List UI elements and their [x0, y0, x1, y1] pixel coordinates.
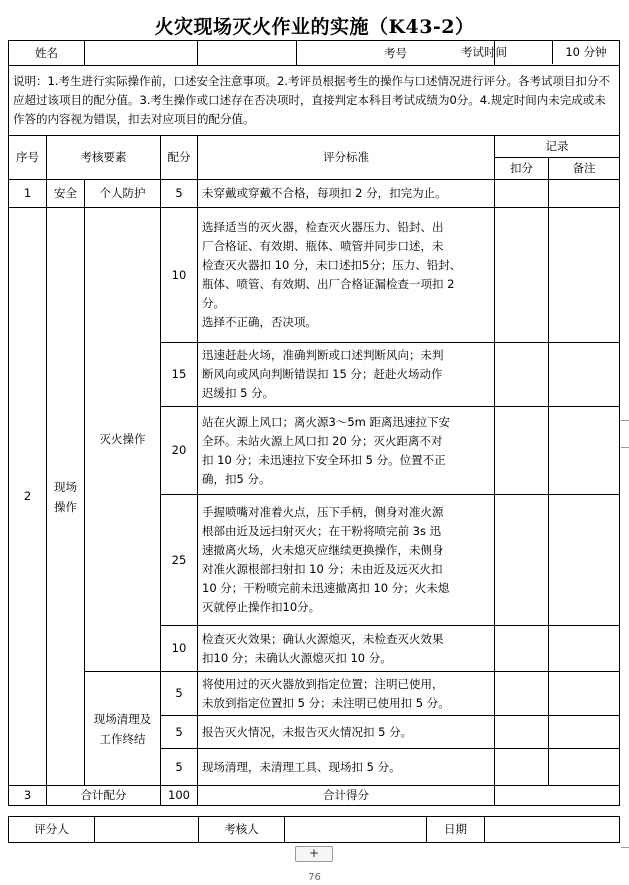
deduct-cell[interactable]: [495, 626, 549, 672]
row-criteria: [198, 672, 495, 716]
total-earned-value[interactable]: [495, 786, 620, 806]
criteria-line: 对准火源根部扫射扣 10 分；未由近及远灭火扣: [202, 562, 443, 576]
remark-cell[interactable]: [549, 672, 620, 716]
deduct-cell[interactable]: [495, 495, 549, 626]
row-score: 5: [161, 180, 198, 208]
remark-cell[interactable]: [549, 407, 620, 495]
scroll-marker-icon: [621, 420, 629, 421]
deduct-cell[interactable]: [495, 180, 549, 208]
remark-cell[interactable]: [549, 495, 620, 626]
row-seq: 3: [9, 786, 47, 806]
name-value[interactable]: [85, 41, 198, 66]
grader-field[interactable]: [95, 817, 199, 843]
deduct-cell[interactable]: [495, 208, 549, 343]
col-record: 记录: [495, 136, 620, 158]
row-criteria: [198, 407, 495, 495]
total-score-label: 合计配分: [47, 786, 161, 806]
exam-time-value: 10 分钟: [565, 45, 607, 59]
total-row: [9, 786, 620, 806]
row-score: 15: [161, 343, 198, 407]
criteria-line: 断风向或风向判断错误扣 15 分；赶赴火场动作: [202, 367, 443, 381]
row-criteria: [198, 208, 495, 343]
row-score: 5: [161, 749, 198, 786]
remark-cell[interactable]: [549, 626, 620, 672]
add-row-button[interactable]: +: [295, 846, 333, 862]
criteria-line: 选择适当的灭火器，检查灭火器压力、铅封、出: [202, 220, 444, 234]
row-score: 5: [161, 716, 198, 749]
col-criteria: 评分标准: [198, 136, 495, 180]
column-header-row: [9, 136, 620, 158]
element-text: 现场清理及工作终结: [93, 711, 152, 746]
row-score: 10: [161, 208, 198, 343]
scroll-marker-icon: [621, 447, 629, 448]
deduct-cell[interactable]: [495, 749, 549, 786]
criteria-line: 速撤离火场，火未熄灭应继续更换操作，未侧身: [202, 543, 444, 557]
criteria-line: 扣10 分；未确认火源熄灭扣 10 分。: [202, 650, 392, 665]
scroll-marker-icon: [621, 847, 629, 848]
row-score: 20: [161, 407, 198, 495]
total-earned-label: 合计得分: [198, 786, 495, 806]
page-number: 76: [308, 872, 321, 883]
row-seq: 1: [9, 180, 47, 208]
scoring-table: [8, 40, 620, 806]
remark-cell[interactable]: [549, 208, 620, 343]
criteria-line: 选择不正确，否决项。: [202, 315, 317, 329]
row-criteria: [198, 749, 495, 786]
reviewer-label: 考核人: [199, 817, 285, 843]
criteria-line: 全环。未站火源上风口扣 20 分；灭火距离不对: [202, 433, 443, 448]
row-criteria: [198, 343, 495, 407]
criteria-line: 10 分；干粉喷完前未迅速撤离扣 10 分；火未熄: [202, 581, 450, 595]
row-criteria: 未穿戴或穿戴不合格，每项扣 2 分，扣完为止。: [198, 180, 495, 208]
row-element: [85, 672, 161, 786]
table-row: [9, 672, 620, 716]
category-text: 现场操作: [54, 479, 77, 514]
table-row: [9, 180, 620, 208]
row-score: 5: [161, 672, 198, 716]
criteria-line: 检查灭火器扣 10 分，未口述扣5分；压力、铅封、: [202, 258, 462, 272]
criteria-line: 分。: [202, 296, 225, 310]
criteria-line: 瓶体、喷管、有效期、出厂合格证漏检查一项扣 2: [202, 277, 455, 291]
criteria-line: 迅速赶赴火场，准确判断或口述判断风向；未判: [202, 348, 444, 362]
date-label: 日期: [427, 817, 485, 843]
deduct-cell[interactable]: [495, 343, 549, 407]
document-title: 火灾现场灭火作业的实施（K43-2）: [154, 16, 475, 38]
name-label: 姓名: [9, 41, 85, 66]
remark-cell[interactable]: [549, 343, 620, 407]
deduct-cell[interactable]: [495, 672, 549, 716]
deduct-cell[interactable]: [495, 716, 549, 749]
row-category: 安全: [47, 180, 85, 208]
criteria-line: 手握喷嘴对准着火点，压下手柄，侧身对准火源: [202, 505, 444, 519]
criteria-line: 迟缓扣 5 分。: [202, 386, 275, 400]
remark-cell[interactable]: [549, 749, 620, 786]
criteria-line: 站在火源上风口；离火源3～5m 距离迅速拉下安: [202, 414, 450, 429]
row-criteria: [198, 495, 495, 626]
col-score: 配分: [161, 136, 198, 180]
remark-cell[interactable]: [549, 716, 620, 749]
col-deduct: 扣分: [495, 158, 549, 180]
row-element: 个人防护: [85, 180, 161, 208]
row-element: 灭火操作: [85, 208, 161, 672]
criteria-line: 将使用过的灭火器放到指定位置；注明已使用，: [202, 676, 444, 691]
row-score: 10: [161, 626, 198, 672]
instructions-row: [9, 66, 620, 136]
criteria-line: 现场清理，未清理工具、现场扣 5 分。: [202, 759, 401, 774]
deduct-cell[interactable]: [495, 407, 549, 495]
criteria-line: 根部由近及远扫射灭火；在干粉将喷完前 3s 迅: [202, 524, 442, 538]
criteria-line: 厂合格证、有效期、瓶体、喷管并同步口述，未: [202, 239, 444, 253]
table-row: [9, 208, 620, 343]
date-field[interactable]: [485, 817, 620, 843]
criteria-line: 未放到指定位置扣 5 分；未注明已使用扣 5 分。: [202, 695, 450, 710]
criteria-line: 确，扣5 分。: [202, 471, 271, 486]
row-criteria: [198, 716, 495, 749]
criteria-line: 灭就停止操作扣10分。: [202, 600, 321, 614]
grader-label: 评分人: [9, 817, 95, 843]
signature-table: [8, 816, 620, 843]
row-criteria: [198, 626, 495, 672]
col-remark: 备注: [549, 158, 620, 180]
signature-row: [9, 817, 620, 843]
col-element: 考核要素: [47, 136, 161, 180]
exam-no-label: 考号: [384, 46, 407, 60]
row-category: [47, 208, 85, 786]
row-score: 25: [161, 495, 198, 626]
col-seq: 序号: [9, 136, 47, 180]
reviewer-field[interactable]: [285, 817, 427, 843]
criteria-line: 扣 10 分；未迅速拉下安全环扣 5 分。位置不正: [202, 452, 446, 467]
exam-time-label: 考试时间: [416, 40, 553, 64]
criteria-line: 检查灭火效果；确认火源熄灭，未检查灭火效果: [202, 631, 444, 646]
row-seq: 2: [9, 208, 47, 786]
total-score-value: 100: [161, 786, 198, 806]
remark-cell[interactable]: [549, 180, 620, 208]
instructions-text: 说明：1.考生进行实际操作前，口述安全注意事项。2.考评员根据考生的操作与口述情况进行评分。各考试项目扣分不应超过该项目的配分值。3.考生操作或口述存在否决项时，直接判定本科目考试成绩为0分。4.规定时间内未完成或未作答的内容视为错误，扣去对应项目的配分值。: [9, 66, 620, 136]
criteria-line: 报告灭火情况，未报告灭火情况扣 5 分。: [202, 724, 413, 739]
